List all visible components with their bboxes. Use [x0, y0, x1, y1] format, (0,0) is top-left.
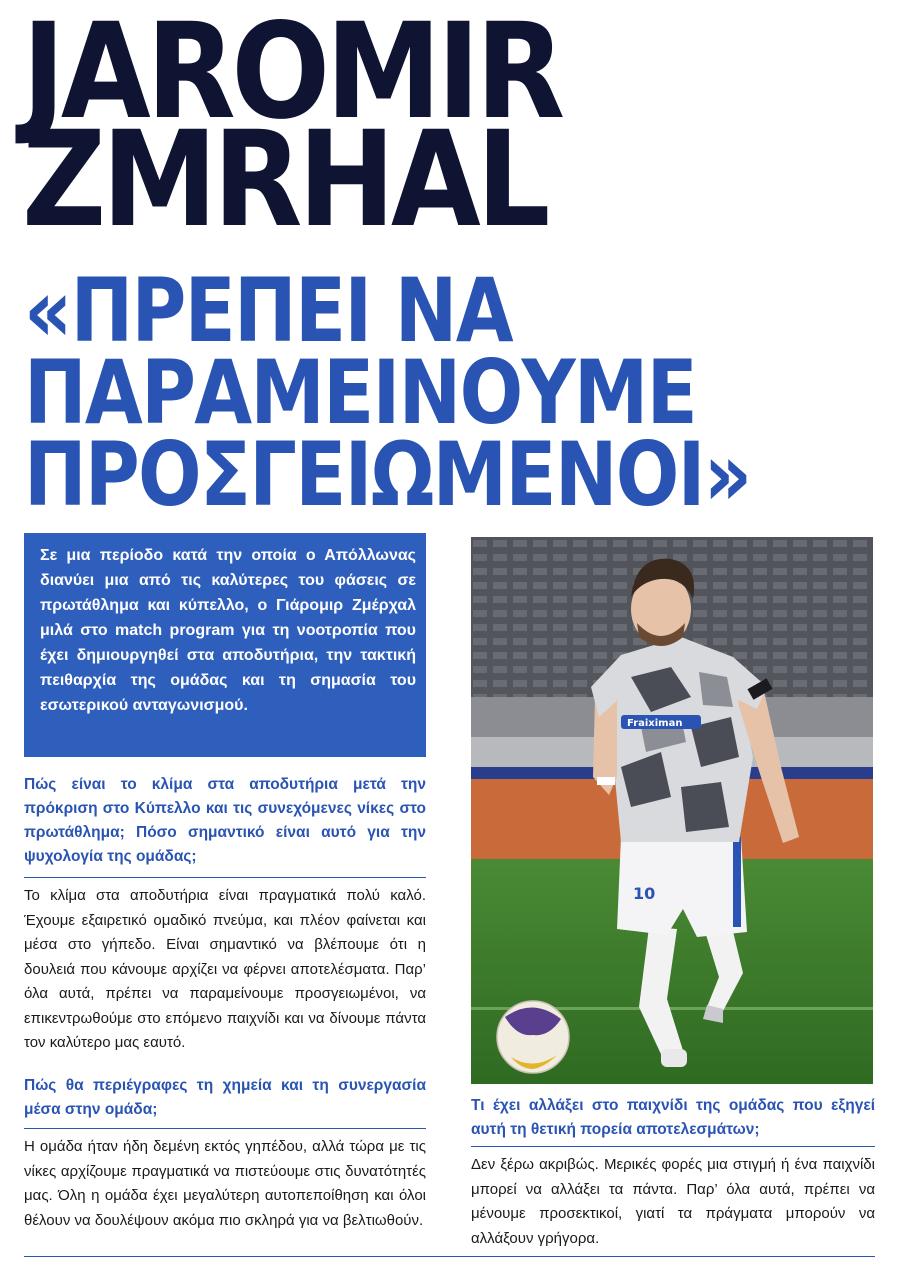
shirt-sponsor: Fraiximan: [627, 718, 683, 729]
player-photo: [471, 537, 873, 1084]
player-name-headline: [22, 0, 779, 257]
quote-headline: [24, 259, 755, 526]
divider: [471, 1146, 875, 1147]
headline-name-line: ZMRHAL: [22, 103, 546, 257]
headline-name-line: JAROMIR: [22, 0, 561, 149]
soccer-ball: [497, 1001, 569, 1073]
bottom-rule: [24, 1256, 875, 1257]
interview-answer: Το κλίμα στα αποδυτήρια είναι πραγματικά πολύ καλό. Έχουμε εξαιρετικό ομαδικό πνεύμα, και πλέον φαίνεται και μέσα στο γήπεδο. Είναι σημαντικό να βλέπουμε ότι η δουλειά που κάνουμε αρχίζει να φέρνει αποτελέσματα. Παρ’ όλα αυτά, πρέπει να παραμείνουμε προσγειωμένοι, να επικεντρωθούμε στο επόμενο παιχνίδι και να δίνουμε πάντα τον καλύτερο μας εαυτό.: [24, 887, 426, 1051]
interview-answer: Η ομάδα ήταν ήδη δεμένη εκτός γηπέδου, αλλά τώρα με τις νίκες αρχίζουμε πραγματικά να πιστεύουμε στις δυνατότητές μας. Όλη η ομάδα έχει μεγαλύτερη αυτοπεποίθηση και όλοι θέλουν να δουλέψουν ακόμα πιο σκληρά για να βελτιωθούν.: [24, 1138, 426, 1229]
shorts-number: 10: [633, 884, 656, 903]
intro-text: Σε μια περίοδο κατά την οποία ο Απόλλωνας διανύει μια από τις καλύτερες του φάσεις σε πρωτάθλημα και κύπελλο, ο Γιάρομιρ Ζμέρχαλ μιλά στο match program για τη νοοτροπία που έχει δημιουργηθεί στα αποδυτήρια, την τακτική πειθαρχία της ομάδας και τη σημασία του εσωτερικού ανταγωνισμού.: [40, 547, 416, 714]
headline-quote-line: «ΠΡΕΠΕΙ ΝΑ: [24, 259, 512, 362]
interview-question: Πώς θα περιέγραφες τη χημεία και τη συνεργασία μέσα στην ομάδα;: [24, 1077, 426, 1118]
interview-question: Τι έχει αλλάξει στο παιχνίδι της ομάδας που εξηγεί αυτή τη θετική πορεία αποτελεσμάτων;: [471, 1097, 875, 1138]
divider: [24, 877, 426, 878]
intro-box: [24, 533, 426, 757]
divider: [24, 1128, 426, 1129]
interview-answer: Δεν ξέρω ακριβώς. Μερικές φορές μια στιγμή ή ένα παιχνίδι μπορεί να αλλάξει τα πάντα. Παρ’ όλα αυτά, πρέπει να μένουμε προσεκτικοί, γιατί τα πράγματα μπορούν να αλλάξουν γρήγορα.: [471, 1156, 875, 1247]
interview-question: Πώς είναι το κλίμα στα αποδυτήρια μετά την πρόκριση στο Κύπελλο και τις συνεχόμενες νίκες στο πρωτάθλημα; Πόσο σημαντικό είναι αυτό για την ψυχολογία της ομάδας;: [24, 776, 426, 865]
headline-quote-line: ΠΡΟΣΓΕΙΩΜΕΝΟΙ»: [24, 423, 751, 526]
headline-quote-line: ΠΑΡΑΜΕΙΝΟΥΜΕ: [24, 341, 697, 444]
